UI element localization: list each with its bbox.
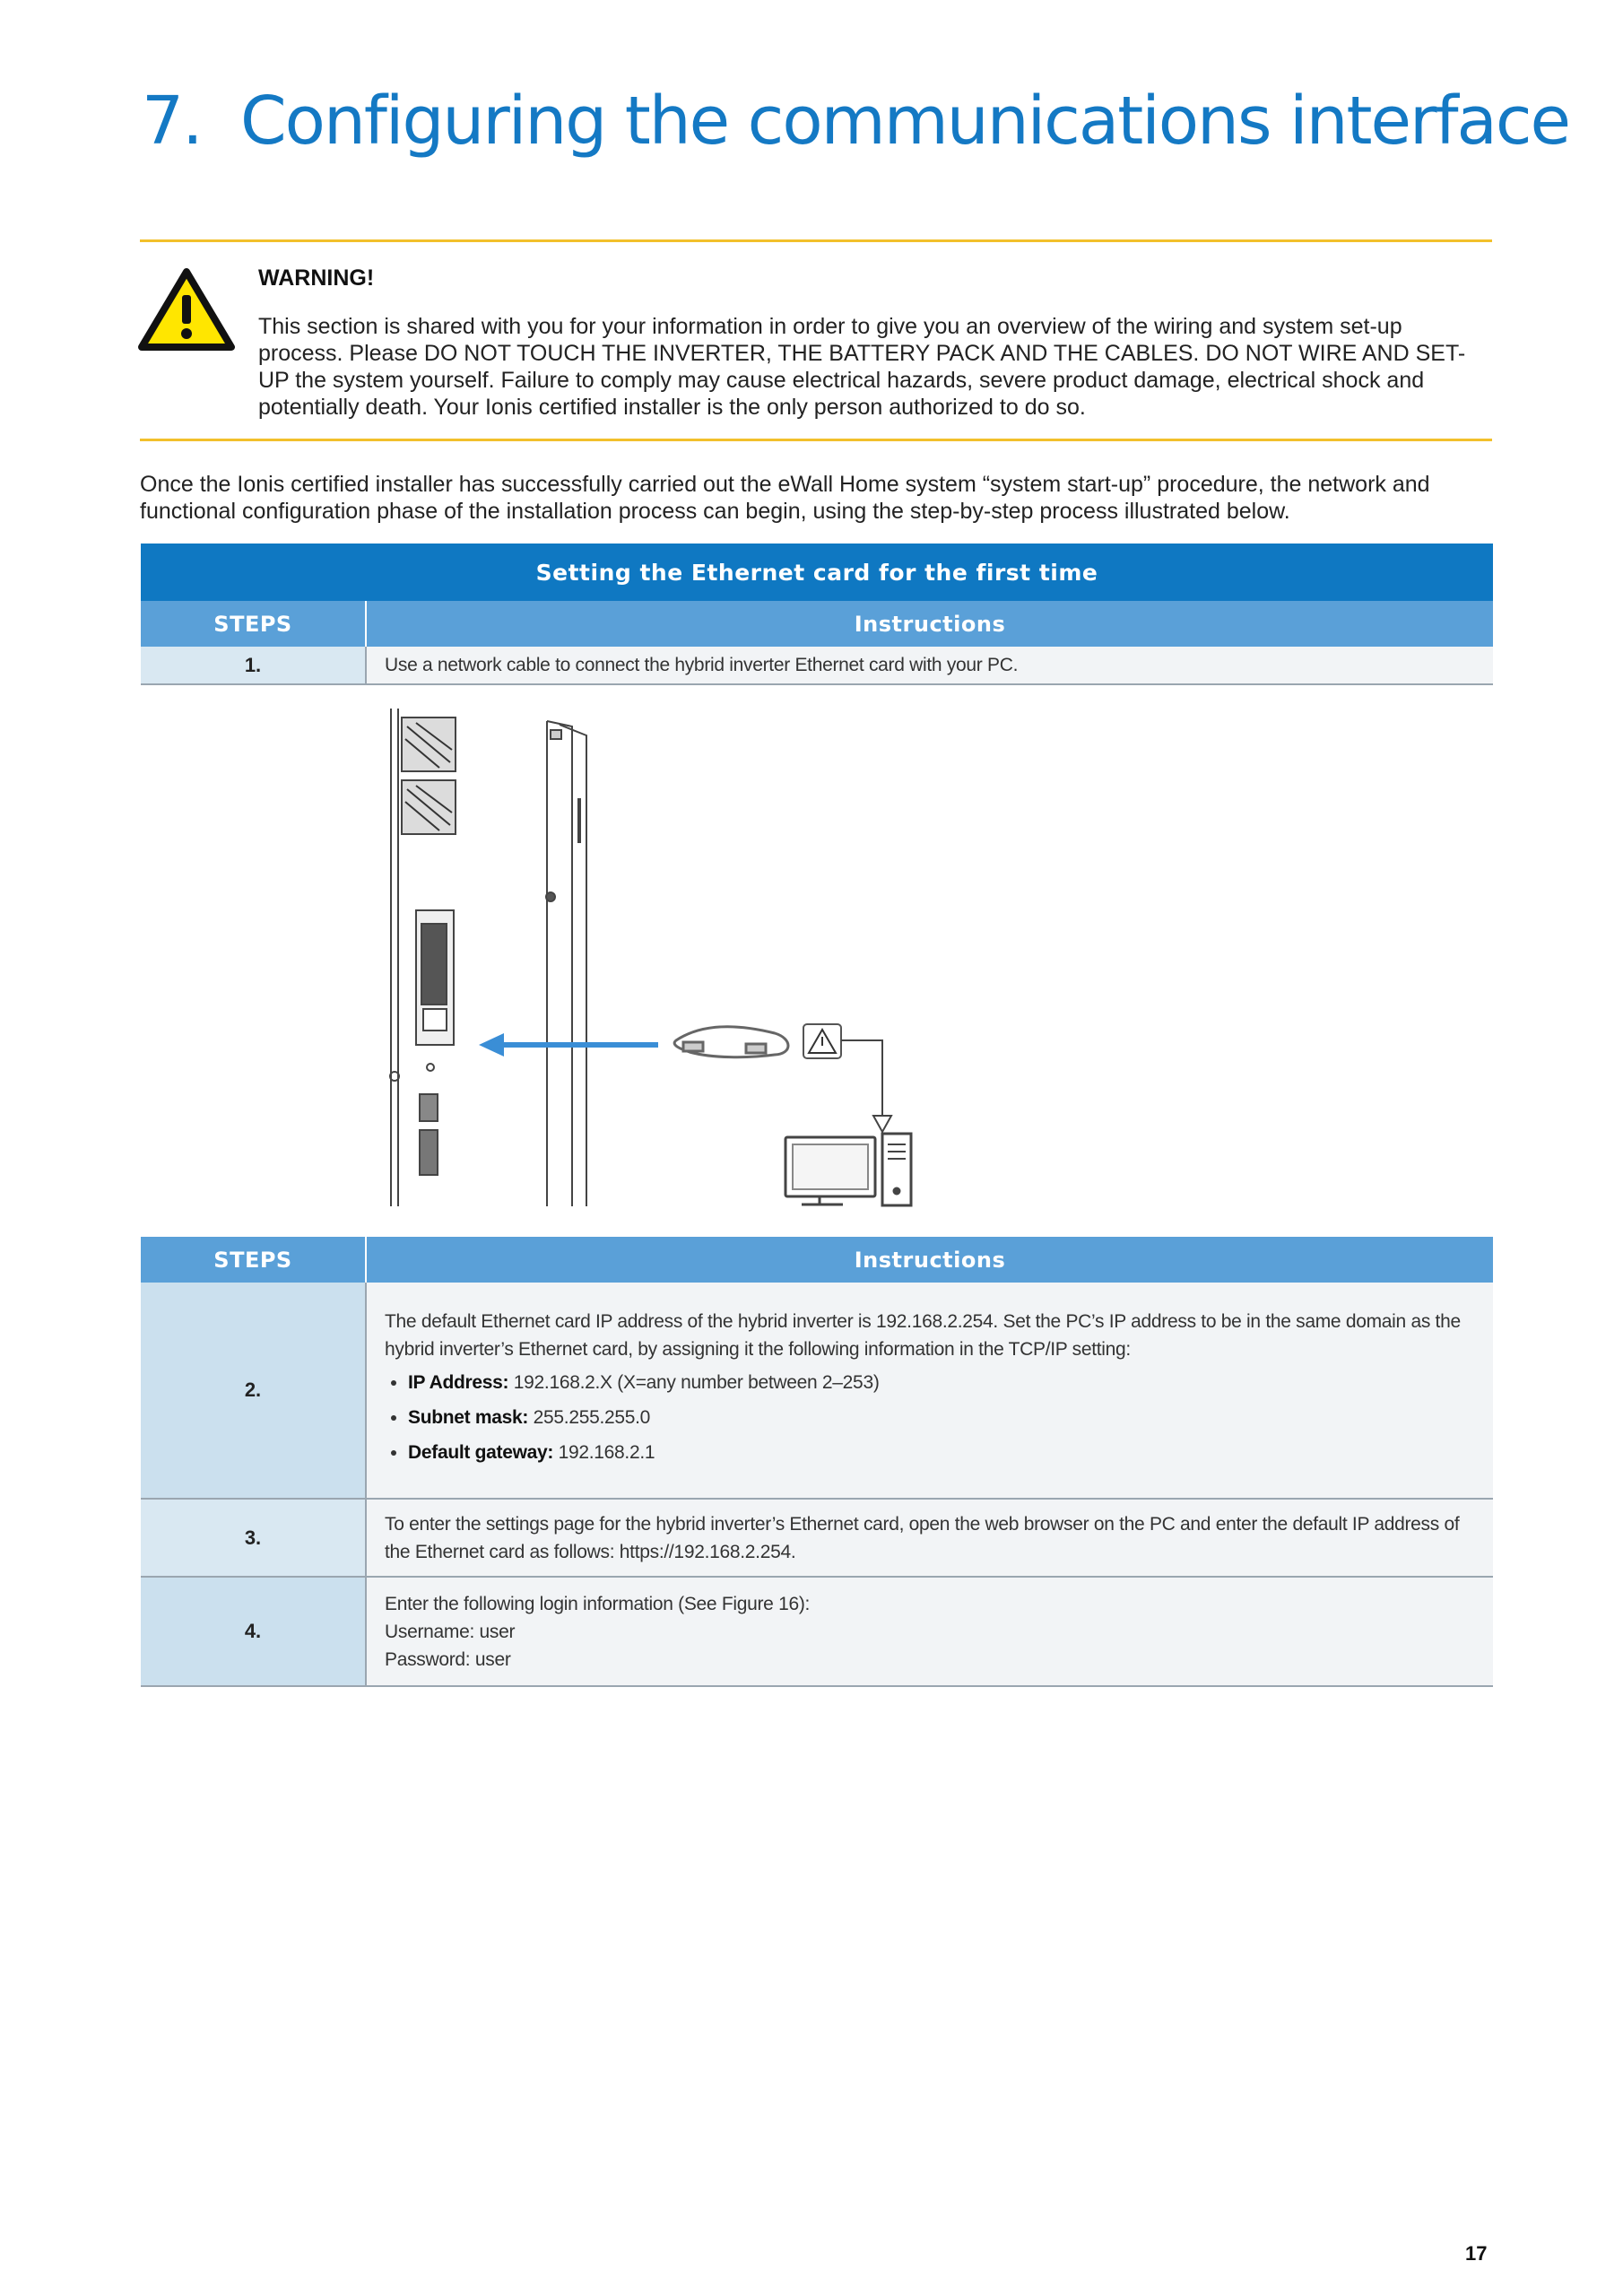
setup-table-1 — [141, 544, 1493, 685]
step-4-password: Password: user — [385, 1648, 511, 1670]
warning-bottom-rule — [140, 439, 1492, 441]
warning-title: WARNING! — [258, 265, 375, 291]
table-title: Setting the Ethernet card for the first time — [141, 544, 1493, 601]
table-row-step-4 — [141, 1578, 1493, 1687]
steps-header: STEPS — [141, 601, 367, 647]
step-number: 4. — [141, 1578, 367, 1685]
section-title: Configuring the communications interface — [240, 83, 1570, 160]
step-number: 1. — [141, 647, 367, 683]
table-header — [141, 1237, 1493, 1283]
setup-table-2 — [141, 1237, 1493, 1687]
step-number: 3. — [141, 1500, 367, 1576]
page-number: 17 — [1465, 2242, 1488, 2265]
step-4-line-1: Enter the following login information (See Figure 16): — [385, 1593, 811, 1614]
step-number: 2. — [141, 1283, 367, 1498]
ethernet-connection-figure — [380, 700, 918, 1209]
table-header — [141, 601, 1493, 647]
step-instruction — [367, 647, 1493, 683]
step-instruction — [367, 1283, 1493, 1498]
step-2-text: The default Ethernet card IP address of the hybrid inverter is 192.168.2.254. Set the PC’s IP address to be in the same domain as the hybrid inverter’s Ethernet card, by assigning it the following information in the TCP/IP setting: — [385, 1310, 1461, 1360]
tcpip-settings-list — [385, 1369, 1475, 1474]
step-1-text: Use a network cable to connect the hybrid inverter Ethernet card with your PC. — [385, 655, 1019, 675]
monitor-icon — [785, 1137, 875, 1205]
table-row-step-2 — [141, 1283, 1493, 1500]
list-item: • IP Address: 192.168.2.X (X=any number between 2–253) — [408, 1369, 1475, 1396]
section-number: 7. — [142, 83, 202, 160]
step-3-text: To enter the settings page for the hybrid inverter’s Ethernet card, open the web browser on the PC and enter the default IP address of the Ethernet card as follows: https://192.168.2.254. — [385, 1513, 1460, 1562]
list-item: • Default gateway: 192.168.2.1 — [408, 1439, 1475, 1466]
table-row-step-3 — [141, 1500, 1493, 1578]
step-instruction — [367, 1578, 1493, 1685]
list-item: • Subnet mask: 255.255.255.0 — [408, 1404, 1475, 1431]
table-row-step-1 — [141, 647, 1493, 685]
pc-tower-icon — [882, 1134, 911, 1205]
warning-top-rule — [140, 239, 1492, 242]
page-heading — [142, 83, 1569, 160]
instructions-header: Instructions — [854, 611, 1006, 637]
warning-body: This section is shared with you for your information in order to give you an overview of the wiring and system set-up process. Please DO NOT TOUCH THE INVERTER, THE BATTERY PACK AND THE CABLES. DO NOT WIRE AND SET-UP the system yourself. Failure to comply may cause electrical hazards, severe product damage, electrical shock and potentially death. Your Ionis certified installer is the only person authorized to do so. — [258, 314, 1466, 420]
step-4-username: Username: user — [385, 1621, 516, 1642]
intro-paragraph: Once the Ionis certified installer has successfully carried out the eWall Home system “system start-up” procedure, the network and functional configuration phase of the installation process can begin, using the step-by-step process illustrated below. — [140, 472, 1430, 524]
step-instruction — [367, 1500, 1493, 1576]
steps-header: STEPS — [141, 1237, 367, 1283]
warning-triangle-icon — [138, 266, 235, 352]
instructions-header: Instructions — [854, 1247, 1006, 1273]
